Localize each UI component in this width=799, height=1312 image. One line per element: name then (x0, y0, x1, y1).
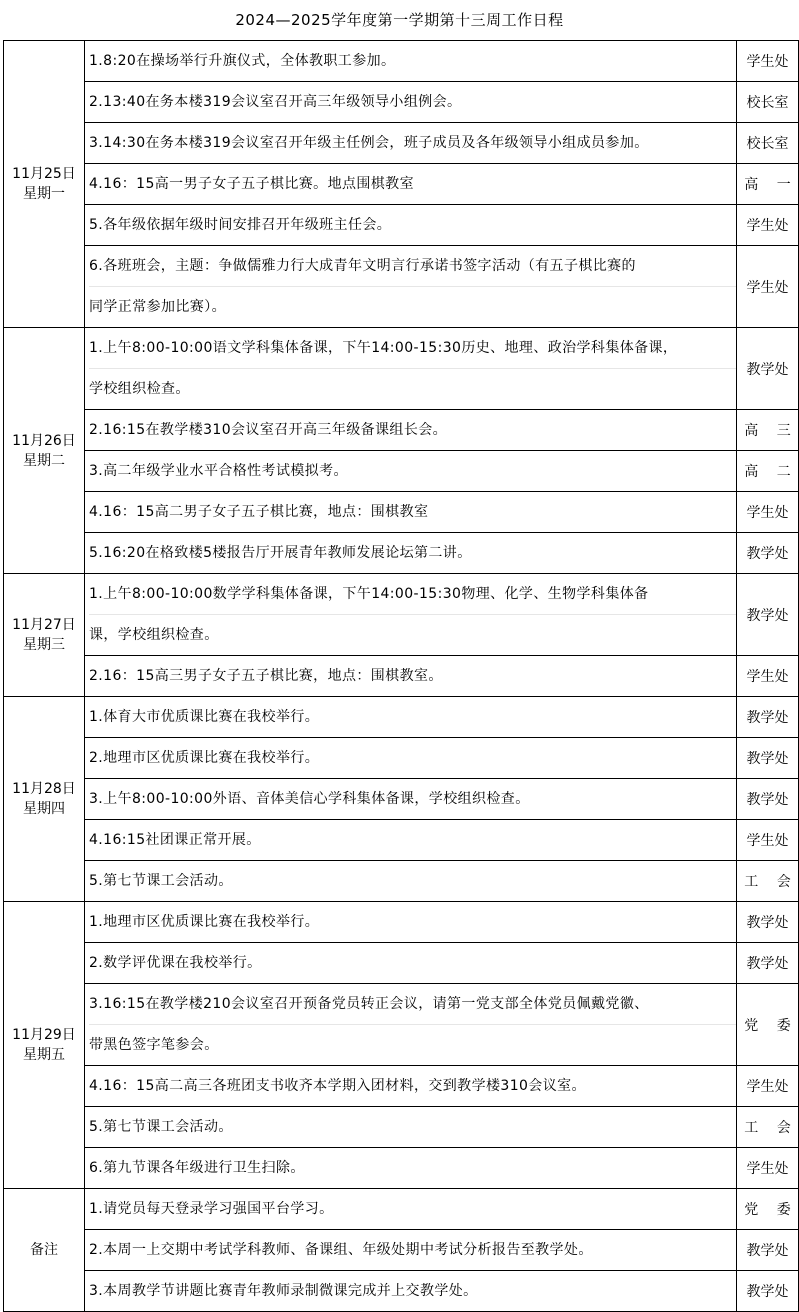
schedule-item-text: 同学正常参加比赛）。 (89, 286, 736, 327)
schedule-item-text: 2.本周一上交期中考试学科教师、备课组、年级处期中考试分析报告至教学处。 (89, 1242, 593, 1258)
schedule-row (4, 205, 799, 246)
day-cell (4, 328, 85, 574)
schedule-item-text: 6.第九节课各年级进行卫生扫除。 (89, 1160, 305, 1176)
schedule-item-text: 5.16:20在格致楼5楼报告厅开展青年教师发展论坛第二讲。 (89, 545, 472, 561)
schedule-item (85, 1189, 737, 1230)
department-cell: 教学处 (737, 1230, 799, 1271)
department-cell: 教学处 (737, 1271, 799, 1312)
schedule-item-text: 3.上午8:00-10:00外语、音体美信心学科集体备课，学校组织检查。 (89, 791, 530, 807)
schedule-row (4, 574, 799, 656)
day-cell (4, 697, 85, 902)
schedule-item-text: 5.第七节课工会活动。 (89, 1119, 233, 1135)
schedule-item (85, 205, 737, 246)
schedule-item-text: 4.16：15高二高三各班团支书收齐本学期入团材料，交到教学楼310会议室。 (89, 1078, 586, 1094)
day-cell (4, 902, 85, 1189)
schedule-row (4, 246, 799, 328)
department-cell: 教学处 (737, 533, 799, 574)
schedule-item-text: 2.数学评优课在我校举行。 (89, 955, 262, 971)
day-weekday: 星期三 (23, 637, 65, 653)
schedule-row (4, 1230, 799, 1271)
schedule-item-text: 3.本周教学节讲题比赛青年教师录制微课完成并上交教学处。 (89, 1283, 478, 1299)
schedule-item (85, 164, 737, 205)
schedule-item (85, 492, 737, 533)
schedule-item-text: 1.8:20在操场举行升旗仪式，全体教职工参加。 (89, 53, 396, 69)
schedule-item (85, 574, 737, 656)
schedule-item (85, 1271, 737, 1312)
schedule-row (4, 861, 799, 902)
department-cell: 学生处 (737, 656, 799, 697)
day-date: 11月28日 (12, 781, 76, 797)
schedule-row (4, 41, 799, 82)
schedule-item (85, 861, 737, 902)
schedule-row (4, 410, 799, 451)
schedule-item (85, 943, 737, 984)
schedule-item-text: 2.地理市区优质课比赛在我校举行。 (89, 750, 320, 766)
schedule-item (85, 1107, 737, 1148)
department-cell: 学生处 (737, 1148, 799, 1189)
day-date: 11月26日 (12, 432, 76, 449)
department-cell: 学生处 (737, 41, 799, 82)
department-cell: 高 二 (737, 451, 799, 492)
schedule-item-text: 学校组织检查。 (89, 368, 736, 409)
day-date: 11月27日 (12, 617, 76, 633)
schedule-item (85, 451, 737, 492)
schedule-row (4, 1148, 799, 1189)
department-cell: 教学处 (737, 779, 799, 820)
schedule-item (85, 779, 737, 820)
schedule-row (4, 1066, 799, 1107)
schedule-item-text: 4.16:15社团课正常开展。 (89, 832, 261, 848)
schedule-row (4, 984, 799, 1066)
schedule-item (85, 1066, 737, 1107)
schedule-item-text: 6.各班班会，主题：争做儒雅力行大成青年文明言行承诺书签字活动（有五子棋比赛的 (89, 258, 636, 274)
schedule-row (4, 451, 799, 492)
department-cell: 工 会 (737, 1107, 799, 1148)
department-cell: 工 会 (737, 861, 799, 902)
day-date: 11月29日 (12, 1027, 76, 1043)
page-title: 2024—2025学年度第一学期第十三周工作日程 (235, 11, 564, 29)
schedule-item-text: 1.地理市区优质课比赛在我校举行。 (89, 914, 320, 930)
day-cell (4, 41, 85, 328)
schedule-item-text: 1.请党员每天登录学习强国平台学习。 (89, 1201, 334, 1217)
schedule-item (85, 533, 737, 574)
schedule-row (4, 1271, 799, 1312)
department-cell: 学生处 (737, 492, 799, 533)
schedule-item (85, 123, 737, 164)
schedule-item (85, 246, 737, 328)
schedule-item-text: 4.16：15高二男子女子五子棋比赛，地点：围棋教室 (89, 504, 429, 520)
schedule-item-text: 3.14:30在务本楼319会议室召开年级主任例会，班子成员及各年级领导小组成员参加。 (89, 135, 649, 151)
schedule-item (85, 82, 737, 123)
department-cell: 教学处 (737, 574, 799, 656)
schedule-row (4, 943, 799, 984)
schedule-item (85, 697, 737, 738)
schedule-row (4, 779, 799, 820)
department-cell: 高 三 (737, 410, 799, 451)
schedule-item (85, 820, 737, 861)
schedule-item (85, 328, 737, 410)
schedule-item-text: 2.13:40在务本楼319会议室召开高三年级领导小组例会。 (89, 94, 462, 110)
schedule-row (4, 492, 799, 533)
department-cell: 学生处 (737, 1066, 799, 1107)
schedule-item-text: 5.各年级依据年级时间安排召开年级班主任会。 (89, 217, 392, 233)
schedule-item (85, 410, 737, 451)
department-cell: 高 一 (737, 164, 799, 205)
department-cell: 教学处 (737, 943, 799, 984)
schedule-row (4, 738, 799, 779)
schedule-item (85, 1230, 737, 1271)
day-weekday: 星期二 (23, 452, 65, 469)
schedule-item (85, 902, 737, 943)
schedule-item-text: 3.高二年级学业水平合格性考试模拟考。 (89, 463, 348, 479)
schedule-row (4, 697, 799, 738)
department-cell: 学生处 (737, 205, 799, 246)
department-cell: 校长室 (737, 82, 799, 123)
schedule-item (85, 656, 737, 697)
department-cell: 党 委 (737, 1189, 799, 1230)
schedule-item (85, 984, 737, 1066)
schedule-row (4, 656, 799, 697)
schedule-item (85, 738, 737, 779)
schedule-item (85, 41, 737, 82)
schedule-table (3, 40, 799, 1312)
day-date: 11月25日 (12, 166, 76, 182)
department-cell: 教学处 (737, 738, 799, 779)
schedule-row (4, 328, 799, 410)
schedule-item-text: 2.16：15高三男子女子五子棋比赛，地点：围棋教室。 (89, 668, 443, 684)
schedule-item (85, 1148, 737, 1189)
day-weekday: 星期四 (23, 801, 65, 817)
department-cell: 校长室 (737, 123, 799, 164)
day-weekday: 星期一 (23, 186, 65, 202)
schedule-row (4, 820, 799, 861)
department-cell: 教学处 (737, 328, 799, 410)
schedule-item-text: 5.第七节课工会活动。 (89, 873, 233, 889)
schedule-item-text: 带黑色签字笔参会。 (89, 1024, 736, 1065)
schedule-row (4, 1189, 799, 1230)
schedule-row (4, 902, 799, 943)
schedule-row (4, 82, 799, 123)
department-cell: 教学处 (737, 902, 799, 943)
schedule-item-text: 1.上午8:00-10:00数学学科集体备课，下午14:00-15:30物理、化学、生物学科集体备 (89, 586, 649, 602)
schedule-row (4, 123, 799, 164)
schedule-row (4, 164, 799, 205)
day-weekday: 星期五 (23, 1047, 65, 1063)
department-cell: 学生处 (737, 246, 799, 328)
day-date: 备注 (30, 1242, 58, 1258)
schedule-item-text: 2.16:15在教学楼310会议室召开高三年级备课组长会。 (89, 422, 448, 438)
day-cell (4, 574, 85, 697)
schedule-item-text: 4.16：15高一男子女子五子棋比赛。地点围棋教室 (89, 176, 414, 192)
day-cell (4, 1189, 85, 1312)
schedule-item-text: 课，学校组织检查。 (89, 614, 736, 655)
department-cell: 学生处 (737, 820, 799, 861)
schedule-row (4, 533, 799, 574)
schedule-item-text: 1.体育大市优质课比赛在我校举行。 (89, 709, 320, 725)
schedule-item-text: 3.16:15在教学楼210会议室召开预备党员转正会议，请第一党支部全体党员佩戴党徽、 (89, 996, 649, 1012)
department-cell: 党 委 (737, 984, 799, 1066)
schedule-row (4, 1107, 799, 1148)
department-cell: 教学处 (737, 697, 799, 738)
schedule-item-text: 1.上午8:00-10:00语文学科集体备课，下午14:00-15:30历史、地理、政治学科集体备课， (89, 340, 678, 356)
